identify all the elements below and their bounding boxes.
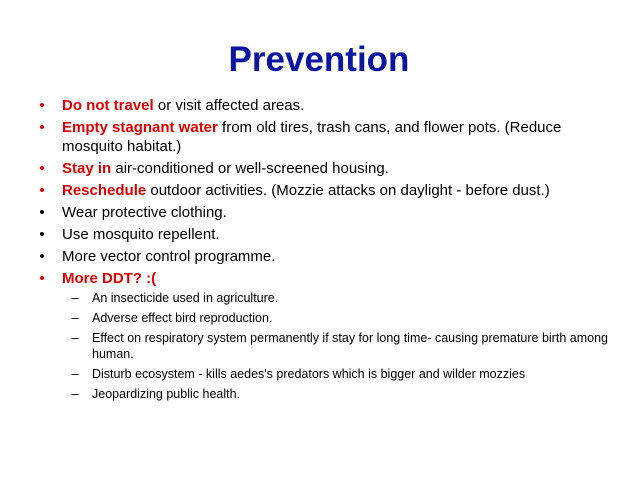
bullet-text: More vector control programme. bbox=[62, 248, 276, 265]
bullet-item bbox=[36, 159, 616, 178]
bullet-item bbox=[36, 181, 616, 200]
bullet-text: Use mosquito repellent. bbox=[62, 226, 220, 243]
dash-icon: – bbox=[71, 291, 79, 305]
sub-bullet-item bbox=[68, 366, 616, 382]
bullet-item bbox=[36, 269, 616, 402]
dash-icon: – bbox=[71, 311, 79, 325]
bullet-highlight: More DDT? :( bbox=[62, 270, 157, 287]
bullet-item bbox=[36, 225, 616, 244]
slide-title: Prevention bbox=[228, 40, 410, 79]
bullet-dot-icon: • bbox=[39, 97, 45, 114]
sub-bullet-item bbox=[68, 330, 616, 362]
bullet-highlight: Stay in bbox=[62, 160, 112, 177]
bullet-text: or visit affected areas. bbox=[153, 97, 305, 114]
bullet-item bbox=[36, 96, 616, 115]
bullet-dot-icon: • bbox=[39, 119, 45, 136]
dash-icon: – bbox=[71, 387, 79, 401]
bullet-highlight: Do not travel bbox=[62, 97, 154, 114]
bullet-highlight: Reschedule bbox=[62, 182, 147, 199]
bullet-dot-icon: • bbox=[39, 160, 45, 177]
bullet-item bbox=[36, 203, 616, 222]
bullet-text: outdoor activities. (Mozzie attacks on daylight - before dust.) bbox=[146, 182, 550, 199]
sub-bullet-text: Jeopardizing public health. bbox=[92, 387, 241, 401]
bullet-item bbox=[36, 247, 616, 266]
bullet-list bbox=[36, 96, 616, 406]
bullet-text: from old tires, trash cans, and flower pots. (Reduce mosquito habitat.) bbox=[62, 119, 562, 155]
dash-icon: – bbox=[71, 367, 79, 381]
sub-bullet-text: Effect on respiratory system permanently if stay for long time- causing premature birth among human. bbox=[92, 331, 608, 361]
bullet-dot-icon: • bbox=[39, 226, 45, 243]
bullet-dot-icon: • bbox=[39, 270, 45, 287]
sub-bullet-text: Disturb ecosystem - kills aedes's predators which is bigger and wilder mozzies bbox=[92, 367, 526, 381]
sub-bullet-list bbox=[62, 290, 616, 402]
sub-bullet-text: An insecticide used in agriculture. bbox=[92, 291, 279, 305]
bullet-highlight: Empty stagnant water bbox=[62, 119, 218, 136]
bullet-text: Wear protective clothing. bbox=[62, 204, 227, 221]
bullet-dot-icon: • bbox=[39, 204, 45, 221]
bullet-item bbox=[36, 118, 616, 156]
bullet-dot-icon: • bbox=[39, 248, 45, 265]
bullet-dot-icon: • bbox=[39, 182, 45, 199]
sub-bullet-item bbox=[68, 290, 616, 306]
dash-icon: – bbox=[71, 331, 79, 345]
sub-bullet-item bbox=[68, 310, 616, 326]
sub-bullet-item bbox=[68, 386, 616, 402]
sub-bullet-text: Adverse effect bird reproduction. bbox=[92, 311, 273, 325]
bullet-text: air-conditioned or well-screened housing. bbox=[111, 160, 389, 177]
